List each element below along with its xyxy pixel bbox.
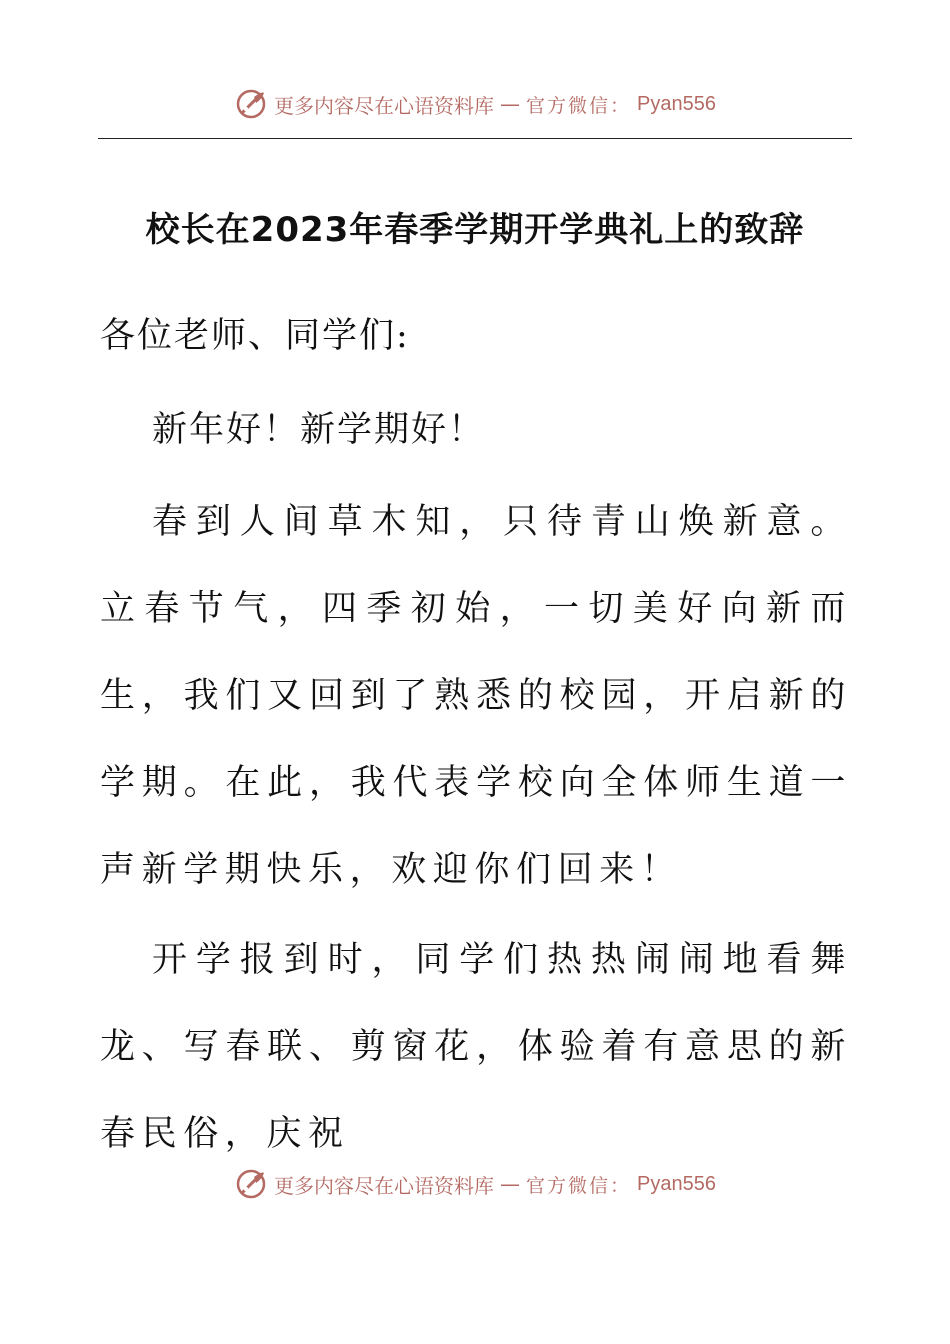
wechat-label: 官方微信： <box>526 1174 632 1197</box>
quill-circle-logo-icon <box>234 1167 268 1201</box>
header-watermark <box>0 84 950 124</box>
footer-watermark <box>0 1164 950 1204</box>
quill-circle-logo-icon <box>234 87 268 121</box>
wechat-id: Pyan556 <box>637 92 716 115</box>
wechat-id: Pyan556 <box>637 1172 716 1195</box>
header-divider <box>98 138 852 139</box>
salutation: 各位老师、同学们: <box>100 316 410 356</box>
watermark-text: 更多内容尽在心语资料库 <box>274 93 494 118</box>
paragraph: 春到人间草木知，只待青山焕新意。立春节气，四季初始，一切美好向新而生，我们又回到了熟悉的校园，开启新的学期。在此，我代表学校向全体师生道一声新学期快乐，欢迎你们回来！ <box>100 502 852 890</box>
document-title: 校长在2023年春季学期开学典礼上的致辞 <box>145 210 805 250</box>
watermark-separator: — <box>500 92 520 116</box>
paragraph: 新年好！新学期好！ <box>152 410 486 450</box>
wechat-label: 官方微信： <box>526 94 632 117</box>
watermark-separator: — <box>500 1172 520 1196</box>
watermark-text: 更多内容尽在心语资料库 <box>274 1173 494 1198</box>
paragraph: 开学报到时，同学们热热闹闹地看舞龙、写春联、剪窗花，体验着有意思的新春民俗，庆祝 <box>100 940 852 1154</box>
